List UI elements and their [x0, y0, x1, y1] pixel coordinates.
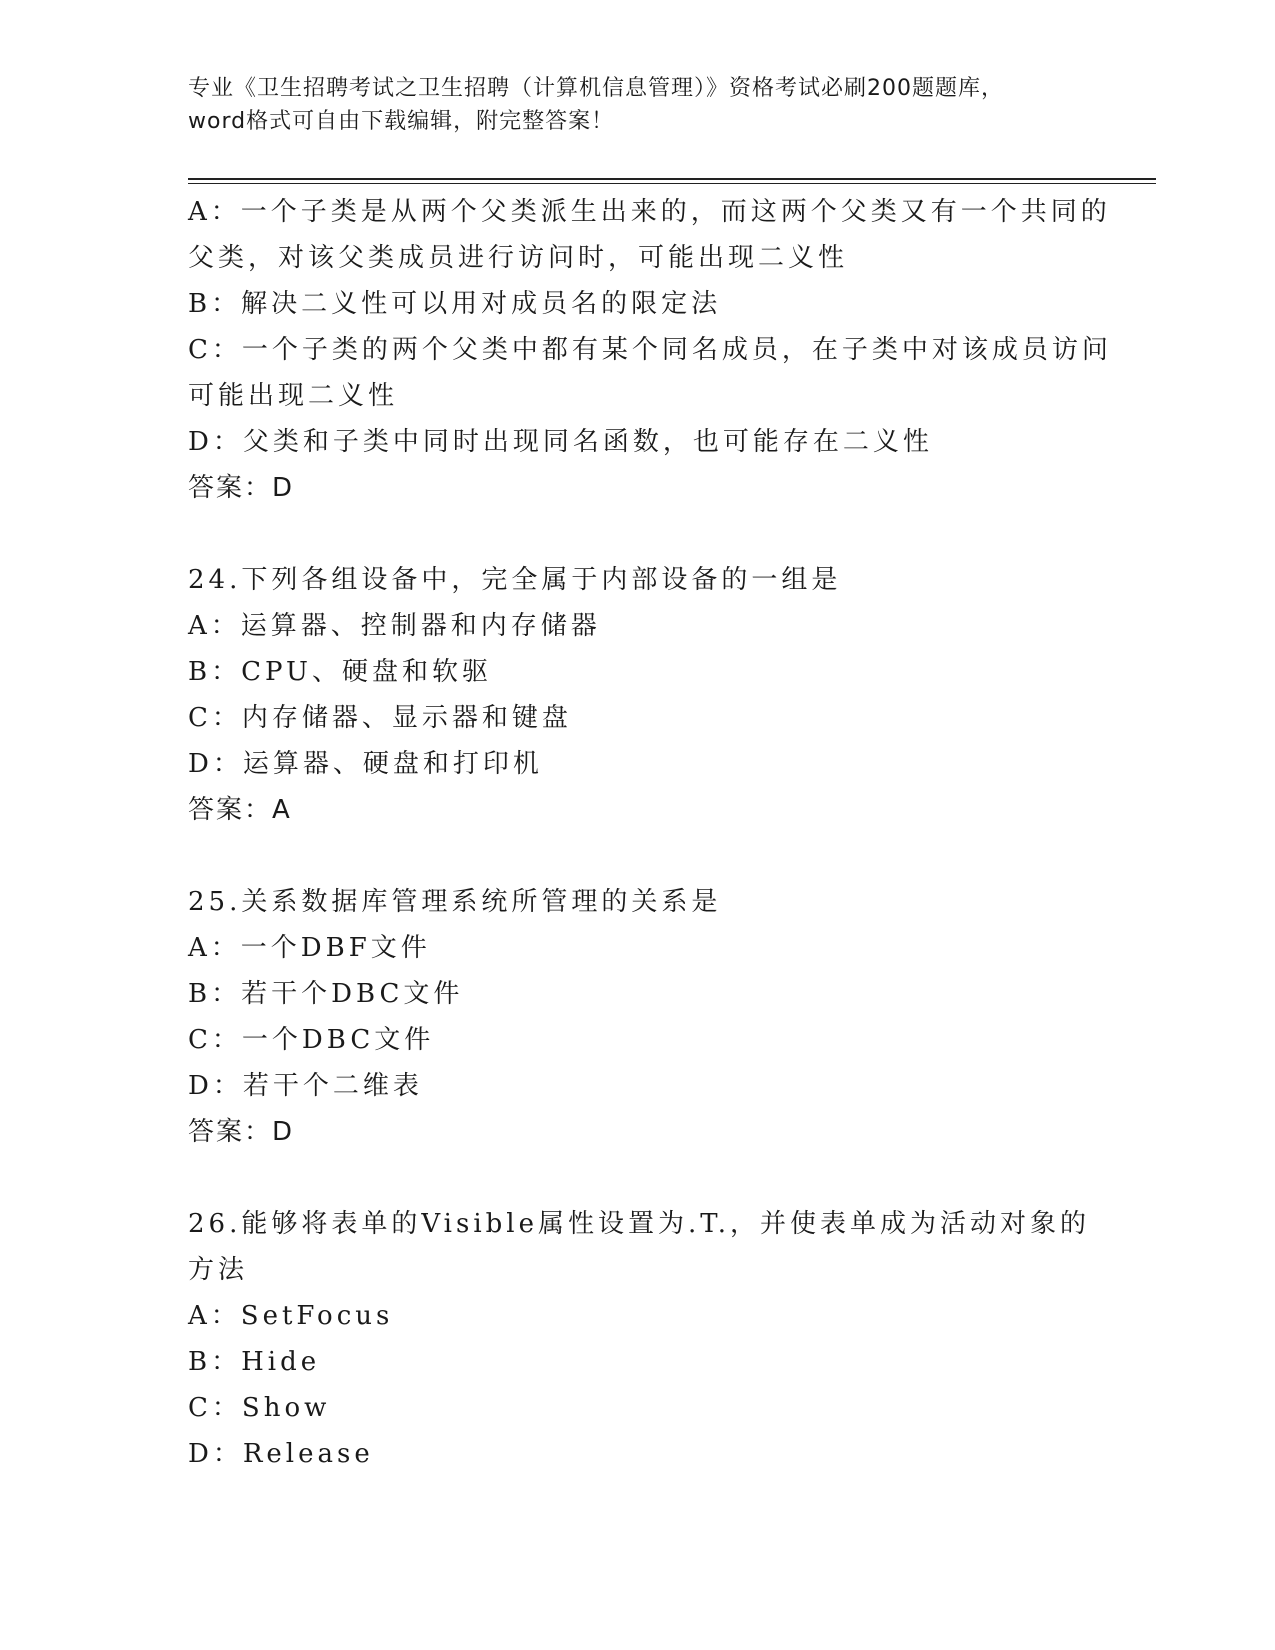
q26-option-b: B：Hide [188, 1347, 321, 1377]
question-list [188, 189, 1112, 1477]
q25-option-d: D：若干个二维表 [188, 1071, 423, 1101]
q25-option-a: A：一个DBF文件 [188, 933, 431, 963]
q24-option-c: C：内存储器、显示器和键盘 [188, 703, 572, 733]
document-header [188, 72, 1088, 138]
question-25-block [188, 879, 1088, 1155]
q26-question-line-2: 方法 [188, 1255, 249, 1285]
header-rule-thin [188, 183, 1156, 184]
q25-answer: 答案：D [188, 1117, 295, 1147]
header-line-2: word格式可自由下载编辑，附完整答案！ [188, 109, 615, 134]
q26-option-d: D：Release [188, 1439, 374, 1469]
q24-question: 24.下列各组设备中，完全属于内部设备的一组是 [188, 565, 842, 595]
spacer [188, 1155, 1088, 1201]
q26-option-a: A：SetFocus [188, 1301, 394, 1331]
q24-option-a: A：运算器、控制器和内存储器 [188, 611, 601, 641]
q23-option-c-line-1: C：一个子类的两个父类中都有某个同名成员，在子类中对该成员访问 [188, 335, 1112, 365]
q25-question: 25.关系数据库管理系统所管理的关系是 [188, 887, 722, 917]
q23-option-c-line-2: 可能出现二义性 [188, 381, 399, 411]
spacer [188, 511, 1088, 557]
q23-option-d: D：父类和子类中同时出现同名函数，也可能存在二义性 [188, 427, 933, 457]
q25-option-c: C：一个DBC文件 [188, 1025, 435, 1055]
q24-option-b: B：CPU、硬盘和软驱 [188, 657, 492, 687]
q23-option-a-line-2: 父类，对该父类成员进行访问时，可能出现二义性 [188, 243, 849, 273]
q25-option-b: B：若干个DBC文件 [188, 979, 464, 1009]
q23-option-b: B：解决二义性可以用对成员名的限定法 [188, 289, 722, 319]
header-line-1: 专业《卫生招聘考试之卫生招聘（计算机信息管理）》资格考试必刷200题题库， [188, 76, 1004, 101]
question-26-block [188, 1201, 1091, 1477]
question-24-block [188, 557, 1088, 833]
question-23-block [188, 189, 1112, 511]
q23-answer: 答案：D [188, 473, 295, 503]
q26-question-line-1: 26.能够将表单的Visible属性设置为.T.，并使表单成为活动对象的 [188, 1209, 1091, 1239]
q26-option-c: C：Show [188, 1393, 331, 1423]
q24-answer: 答案：A [188, 795, 292, 825]
q24-option-d: D：运算器、硬盘和打印机 [188, 749, 543, 779]
spacer [188, 833, 1088, 879]
q23-option-a-line-1: A：一个子类是从两个父类派生出来的，而这两个父类又有一个共同的 [188, 197, 1111, 227]
header-rule-thick [188, 178, 1156, 180]
